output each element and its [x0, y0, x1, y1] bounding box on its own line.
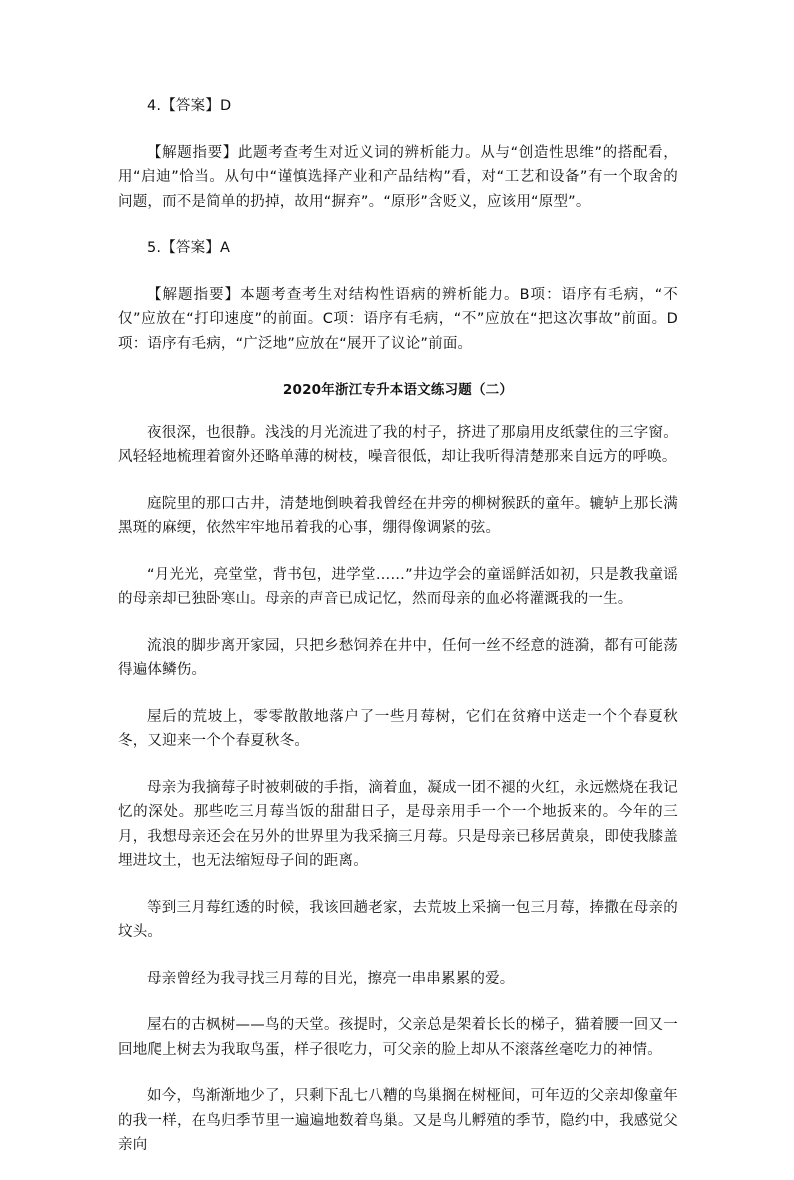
- essay-paragraph: 如今，鸟渐渐地少了，只剩下乱七八糟的鸟巢搁在树桠间，可年迈的父亲却像童年的我一样，在鸟归季节里一遍遍地数着鸟巢。又是鸟儿孵殖的季节，隐约中，我感觉父亲向: [118, 1088, 678, 1153]
- essay-paragraph: 夜很深，也很静。浅浅的月光流进了我的村子，挤进了那扇用皮纸蒙住的三字窗。风轻轻地梳理着窗外还略单薄的树枝，噪音很低，却让我听得清楚那来自远方的呼唤。: [118, 424, 678, 465]
- essay-paragraph: 母亲曾经为我寻找三月莓的目光，擦亮一串串累累的爱。: [147, 970, 515, 987]
- essay-paragraph: 屋右的古枫树——鸟的天堂。孩提时，父亲总是架着长长的梯子，猫着腰一回又一回地爬上树去为我取鸟蛋，样子很吃力，可父亲的脸上却从不滚落丝毫吃力的神情。: [118, 1017, 678, 1058]
- essay-paragraph: “月光光，亮堂堂，背书包，进学堂……”井边学会的童谣鲜活如初，只是教我童谣的母亲却已独卧寒山。母亲的声音已成记忆，然而母亲的血必将灌溉我的一生。: [118, 566, 678, 607]
- answer-4-explanation: 【解题指要】此题考查考生对近义词的辨析能力。从与“创造性思维”的搭配看，用“启迪”恰当。从句中“谨慎选择产业和产品结构”看，对“工艺和设备”有一个取舍的问题，而不是简单的扔掉，故用“摒弃”。“原形”含贬义，应该用“原型”。: [118, 144, 678, 210]
- section-title: 2020年浙江专升本语文练习题（二）: [282, 382, 514, 398]
- document-body: [118, 94, 678, 1180]
- answer-4-heading: 4.【答案】D: [147, 98, 232, 114]
- essay-paragraph: 母亲为我摘莓子时被刺破的手指，滴着血，凝成一团不褪的火红，永远燃烧在我记忆的深处。那些吃三月莓当饭的甜甜日子，是母亲用手一个一个地扳来的。今年的三月，我想母亲还会在另外的世界里为我采摘三月莓。只是母亲已移居黄泉，即使我膝盖埋进坟土，也无法缩短母子间的距离。: [118, 779, 678, 869]
- essay-paragraph: 流浪的脚步离开家园，只把乡愁饲养在井中，任何一丝不经意的涟漪，都有可能荡得遍体鳞伤。: [118, 637, 678, 678]
- essay-paragraph: 等到三月莓红透的时候，我该回趟老家，去荒坡上采摘一包三月莓，捧撒在母亲的坟头。: [118, 899, 678, 940]
- essay-paragraph: 庭院里的那口古井，清楚地倒映着我曾经在井旁的柳树猴跃的童年。辘轳上那长满黑斑的麻绠，依然牢牢地吊着我的心事，绷得像调紧的弦。: [118, 495, 678, 536]
- answer-5-explanation: 【解题指要】本题考查考生对结构性语病的辨析能力。B项：语序有毛病，“不仅”应放在“打印速度”的前面。C项：语序有毛病，“不”应放在“把这次事故”前面。D项：语序有毛病，“广泛地”应放在“展开了议论”前面。: [118, 286, 678, 352]
- answer-5-heading: 5.【答案】A: [147, 240, 231, 256]
- essay-paragraph: 屋后的荒坡上，零零散散地落户了一些月莓树，它们在贫瘠中送走一个个春夏秋冬，又迎来一个个春夏秋冬。: [118, 708, 678, 749]
